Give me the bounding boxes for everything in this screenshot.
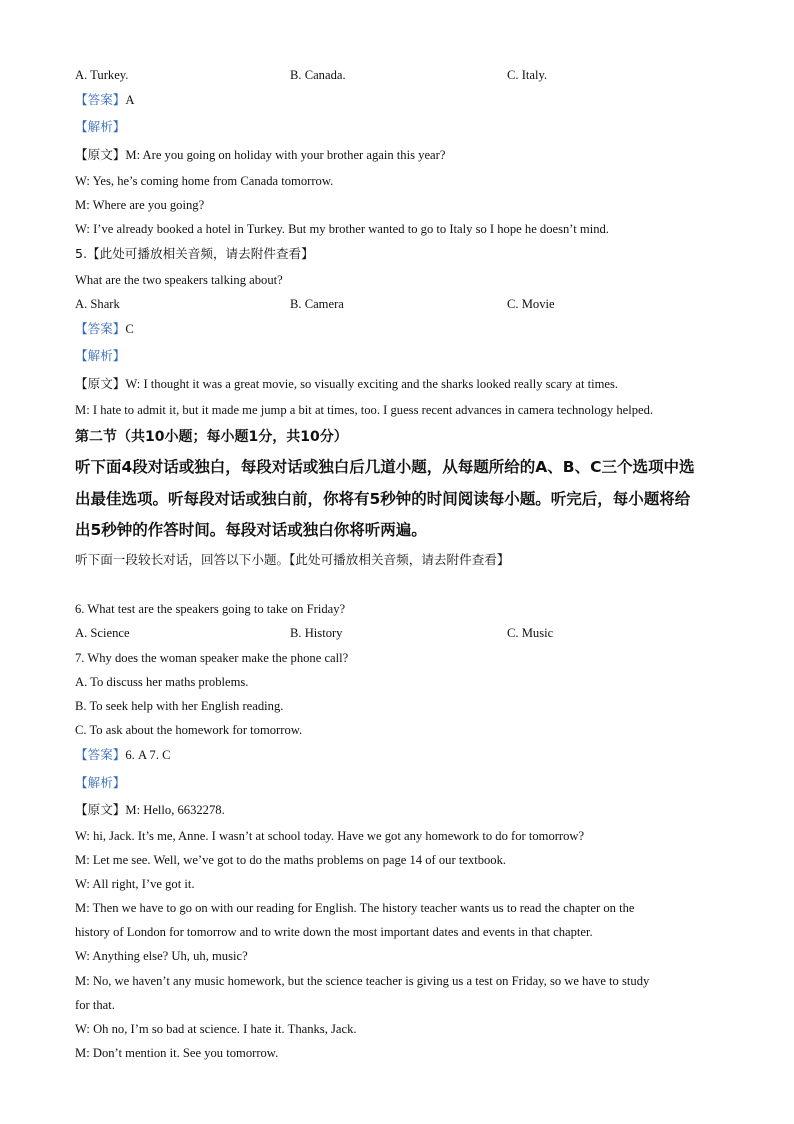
q7-option-a: A. To discuss her maths problems. (75, 675, 249, 689)
long-dialogue-note: 听下面一段较长对话，回答以下小题。【此处可播放相关音频，请去附件查看】 (75, 552, 510, 567)
q5-transcript-line-2: M: I hate to admit it, but it made me jump a bit at times, too. I guess recent advances in camera technology helped. (75, 403, 654, 417)
transcript-tag: 【原文】 (75, 802, 126, 817)
transcript-text: M: Are you going on holiday with your brother again this year? (125, 148, 446, 162)
q67-transcript-line-4: W: All right, I’ve got it. (75, 877, 195, 891)
q4-analysis-line (75, 119, 125, 135)
q67-transcript-line-3: M: Let me see. Well, we’ve got to do the maths problems on page 14 of our textbook. (75, 853, 507, 867)
analysis-tag: 【解析】 (75, 348, 126, 363)
section2-title: 第二节（共10小题；每小题1分，共10分） (75, 429, 348, 445)
q4-answer: A (125, 93, 135, 107)
q5-answer-line (75, 321, 134, 337)
q5-header: 5.【此处可播放相关音频，请去附件查看】 (75, 246, 314, 261)
answer-tag: 【答案】 (75, 321, 126, 336)
analysis-tag: 【解析】 (75, 119, 126, 134)
q4-transcript-line-3: M: Where are you going? (75, 198, 205, 212)
q67-transcript-line-11: M: Don’t mention it. See you tomorrow. (75, 1046, 279, 1060)
q5-option-b: B. Camera (290, 297, 344, 311)
q7-option-b: B. To seek help with her English reading. (75, 699, 284, 713)
section2-instruction-2: 出最佳选项。听每段对话或独白前，你将有5秒钟的时间阅读每小题。听完后，每小题将给 (75, 490, 691, 508)
q6-option-c: C. Music (507, 626, 554, 640)
section2-instruction-3: 出5秒钟的作答时间。每段对话或独白你将听两遍。 (75, 521, 427, 539)
q67-analysis-line (75, 775, 125, 791)
q67-transcript-line-5: M: Then we have to go on with our reading for English. The history teacher wants us to read the chapter on the (75, 901, 635, 915)
transcript-text: M: Hello, 6632278. (125, 803, 225, 817)
q67-transcript-line-2: W: hi, Jack. It’s me, Anne. I wasn’t at school today. Have we got any homework to do for tomorrow? (75, 829, 585, 843)
q6-question: 6. What test are the speakers going to take on Friday? (75, 602, 346, 616)
section2-instruction-1: 听下面4段对话或独白，每段对话或独白后几道小题，从每题所给的A、B、C三个选项中选 (75, 458, 695, 476)
q67-transcript-line-7: W: Anything else? Uh, uh, music? (75, 949, 248, 963)
q67-answer-line (75, 747, 171, 763)
q4-transcript-line-4: W: I’ve already booked a hotel in Turkey. But my brother wanted to go to Italy so I hope he doesn’t mind. (75, 222, 609, 236)
transcript-text: W: I thought it was a great movie, so visually exciting and the sharks looked really scary at times. (125, 377, 619, 391)
q67-transcript-line-9: for that. (75, 998, 115, 1012)
q5-option-a: A. Shark (75, 297, 120, 311)
q4-option-c: C. Italy. (507, 68, 548, 82)
q6-option-b: B. History (290, 626, 343, 640)
q67-transcript-line-1 (75, 802, 225, 818)
q7-question: 7. Why does the woman speaker make the phone call? (75, 651, 349, 665)
answer-tag: 【答案】 (75, 747, 126, 762)
q4-option-a: A. Turkey. (75, 68, 129, 82)
q5-answer: C (125, 322, 134, 336)
q67-transcript-line-6: history of London for tomorrow and to write down the most important dates and events in that chapter. (75, 925, 593, 939)
q67-answer: 6. A 7. C (125, 748, 171, 762)
q5-analysis-line (75, 348, 125, 364)
q5-question: What are the two speakers talking about? (75, 273, 283, 287)
q5-transcript-line-1 (75, 376, 618, 392)
q67-transcript-line-8: M: No, we haven’t any music homework, but the science teacher is giving us a test on Friday, so we have to study (75, 974, 650, 988)
q6-option-a: A. Science (75, 626, 130, 640)
q4-option-b: B. Canada. (290, 68, 346, 82)
transcript-tag: 【原文】 (75, 147, 126, 162)
q4-answer-line (75, 92, 134, 108)
q4-transcript-line-2: W: Yes, he’s coming home from Canada tomorrow. (75, 174, 334, 188)
q4-transcript-line-1 (75, 147, 445, 163)
transcript-tag: 【原文】 (75, 376, 126, 391)
q5-option-c: C. Movie (507, 297, 555, 311)
q7-option-c: C. To ask about the homework for tomorrow. (75, 723, 303, 737)
q67-transcript-line-10: W: Oh no, I’m so bad at science. I hate it. Thanks, Jack. (75, 1022, 357, 1036)
analysis-tag: 【解析】 (75, 775, 126, 790)
answer-tag: 【答案】 (75, 92, 126, 107)
